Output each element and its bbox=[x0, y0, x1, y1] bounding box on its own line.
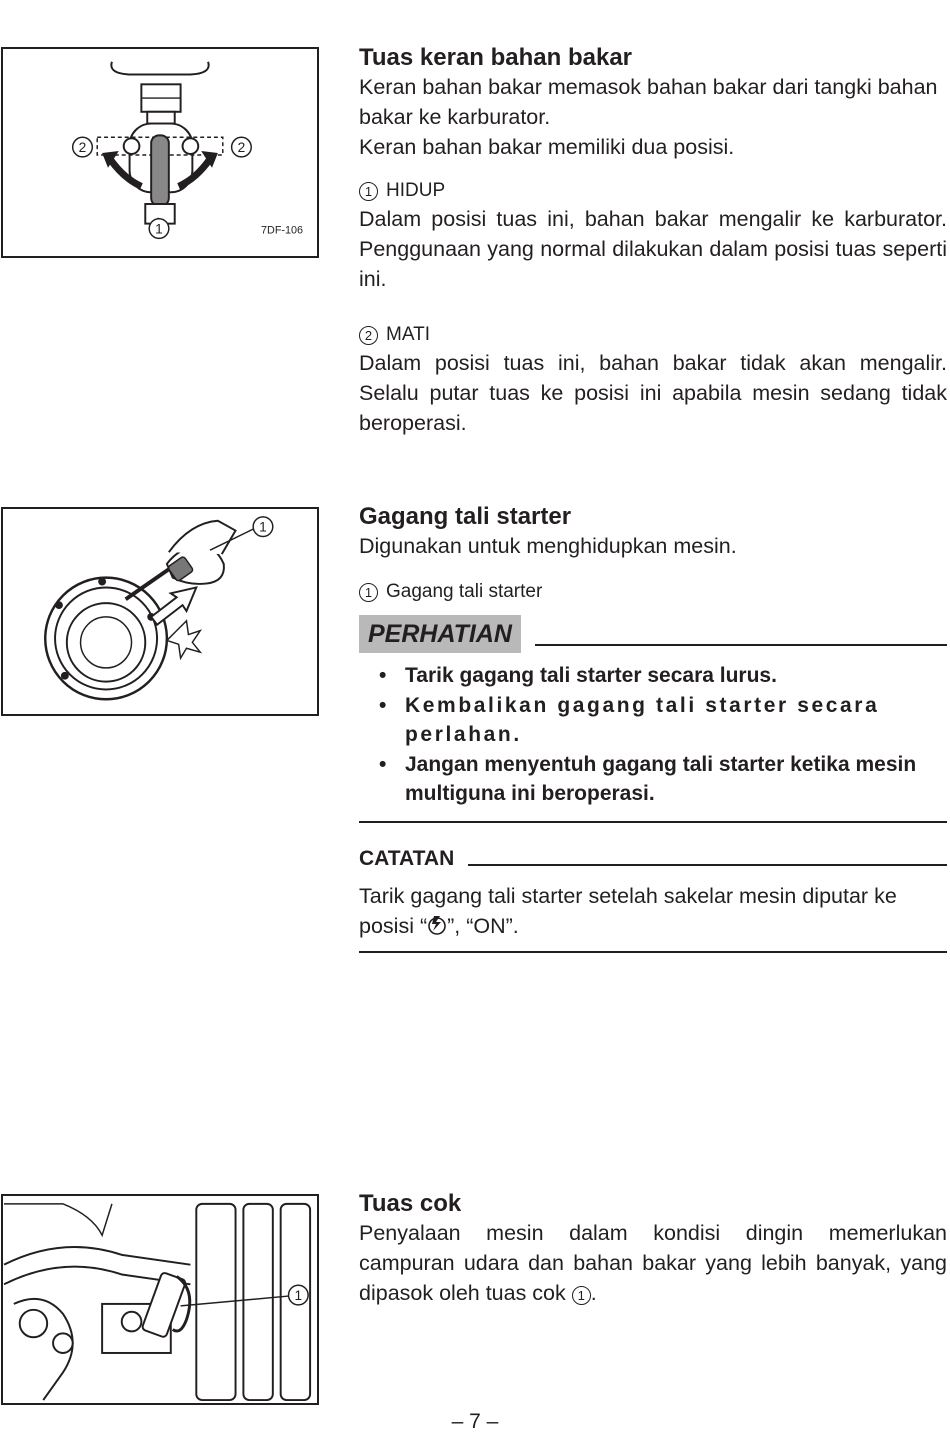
fuel-cock-figure bbox=[1, 47, 319, 258]
paragraph: Keran bahan bakar memasok bahan bakar dari tangki bahan bakar ke karburator. bbox=[359, 75, 938, 129]
paragraph: Keran bahan bakar memiliki dua posisi. bbox=[359, 135, 735, 159]
figure-code: 7DF-106 bbox=[261, 224, 304, 237]
fuel-cock-illustration bbox=[3, 49, 317, 256]
caution-list bbox=[359, 661, 947, 809]
divider bbox=[535, 644, 947, 646]
note-header bbox=[359, 847, 947, 871]
label-text: Gagang tali starter bbox=[386, 581, 543, 602]
starter-handle-label bbox=[359, 579, 947, 605]
divider bbox=[468, 864, 947, 866]
section-title: Tuas keran bahan bakar bbox=[359, 44, 632, 71]
caution-item: • Kembalikan gagang tali starter secara perlahan. bbox=[359, 691, 947, 750]
callout-number: 1 bbox=[359, 182, 378, 201]
paragraph-text: Penyalaan mesin dalam kondisi dingin memerlukan campuran udara dan bahan bakar yang lebih banyak, yang dipasok oleh tuas cok bbox=[359, 1221, 947, 1305]
caution-header bbox=[359, 615, 947, 653]
caution-title: PERHATIAN bbox=[359, 615, 521, 653]
note-title: CATATAN bbox=[359, 846, 455, 870]
caution-item: • Jangan menyentuh gagang tali starter ketika mesin multiguna ini beroperasi. bbox=[359, 750, 947, 809]
section-title: Gagang tali starter bbox=[359, 503, 572, 530]
divider bbox=[359, 951, 947, 953]
paragraph bbox=[359, 1218, 947, 1308]
position-label-off bbox=[359, 322, 947, 348]
figure-callout-2-right: 2 bbox=[237, 140, 246, 156]
paragraph: Dalam posisi tuas ini, bahan bakar tidak akan mengalir. Selalu putar tuas ke posisi ini apabila mesin sedang tidak beroperasi. bbox=[359, 351, 947, 435]
note-text: ”, “ON”. bbox=[447, 913, 519, 938]
figure-callout-1: 1 bbox=[294, 1287, 303, 1303]
note-text: Tarik gagang tali starter setelah sakelar mesin diputar ke posisi “ bbox=[359, 883, 897, 938]
choke-lever-figure bbox=[1, 1194, 319, 1405]
caution-item: • Tarik gagang tali starter secara lurus. bbox=[359, 661, 947, 691]
recoil-starter-illustration bbox=[3, 509, 317, 714]
label-text: HIDUP bbox=[386, 180, 446, 201]
fuel-cock-section bbox=[359, 44, 947, 438]
callout-number: 2 bbox=[359, 326, 378, 345]
divider bbox=[359, 821, 947, 823]
engine-switch-icon bbox=[427, 914, 447, 936]
paragraph-end: . bbox=[590, 1281, 597, 1305]
note-paragraph bbox=[359, 881, 947, 941]
callout-number: 1 bbox=[572, 1286, 591, 1305]
recoil-starter-figure bbox=[1, 507, 319, 716]
figure-callout-2-left: 2 bbox=[78, 140, 87, 156]
label-text: MATI bbox=[386, 324, 430, 345]
choke-section bbox=[359, 1190, 947, 1308]
recoil-starter-section bbox=[359, 503, 947, 953]
position-label-on bbox=[359, 178, 947, 204]
paragraph: Dalam posisi tuas ini, bahan bakar mengalir ke karburator. Penggunaan yang normal dilakukan dalam posisi tuas seperti ini. bbox=[359, 207, 947, 291]
page-number: – 7 – bbox=[451, 1410, 499, 1433]
figure-callout-1: 1 bbox=[259, 519, 267, 535]
choke-lever-illustration bbox=[3, 1196, 317, 1403]
paragraph: Digunakan untuk menghidupkan mesin. bbox=[359, 534, 737, 558]
callout-number: 1 bbox=[359, 583, 378, 602]
section-title: Tuas cok bbox=[359, 1190, 462, 1217]
figure-callout-1: 1 bbox=[155, 221, 163, 237]
